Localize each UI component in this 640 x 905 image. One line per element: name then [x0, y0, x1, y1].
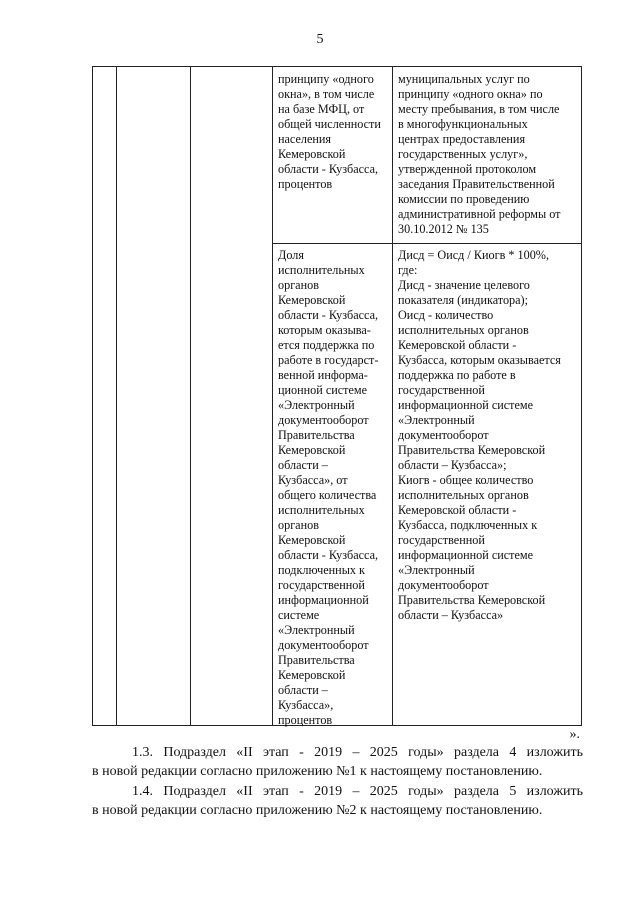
paragraph-1-3 [92, 743, 583, 781]
paragraph-1-4-line2: в новой редакции согласно приложению №2 к настоящему постановлению. [92, 803, 543, 818]
table-column-divider [392, 66, 393, 726]
row1-method-cell: муниципальных услуг по принципу «одного окна» по месту пребывания, в том числе в многофункциональных центрах предоставления государственных услуг», утвержденной протоколом заседания Правительственной комиссии по проведению административной реформы от 30.10.2012 № 135 [398, 72, 561, 236]
row2-method-cell: Дисд = Оисд / Киогв * 100%, где: Дисд - значение целевого показателя (индикатора); Оисд - количество исполнительных органов Кемеровской области - Кузбасса, которым оказывается поддержка по работе в государственной информационной системе «Электронный документооборот Правительства Кемеровской области – Кузбасса»; Киогв - общее количество исполнительных органов Кемеровской области - Кузбасса, подключенных к государственной информационной системе «Электронный документооборот Правительства Кемеровской области – Кузбасса» [398, 248, 561, 622]
paragraph-1-4-line1: 1.4. Подраздел «II этап - 2019 – 2025 годы» раздела 5 изложить [132, 784, 583, 799]
paragraph-1-3-line2: в новой редакции согласно приложению №1 к настоящему постановлению. [92, 764, 543, 779]
table-column-divider [116, 66, 117, 726]
table-border-left [92, 66, 93, 726]
closing-quote: ». [569, 727, 580, 742]
table-border-top [92, 66, 581, 67]
table-border-right [581, 66, 582, 726]
table-column-divider [272, 66, 273, 726]
table-column-divider [190, 66, 191, 726]
paragraph-1-3-line1: 1.3. Подраздел «II этап - 2019 – 2025 годы» раздела 4 изложить [132, 745, 583, 760]
row1-indicator-cell: принципу «одного окна», в том числе на базе МФЦ, от общей численности населения Кемеровской области - Кузбасса, процентов [278, 72, 381, 191]
page-number: 5 [316, 32, 324, 47]
row2-indicator-cell: Доля исполнительных органов Кемеровской области - Кузбасса, которым оказыва- ется поддержка по работе в государст- венной информа- ционной системе «Электронный документооборот Правительства Кемеровской области – Кузбасса», от общего количества исполнительных органов Кемеровской области - Кузбасса, подключенных к государственной информационной системе «Электронный документооборот Правительства Кемеровской области – Кузбасса», процентов [278, 248, 379, 727]
paragraph-1-4 [92, 782, 583, 820]
indicators-table [92, 66, 581, 726]
table-row-divider [272, 243, 581, 244]
